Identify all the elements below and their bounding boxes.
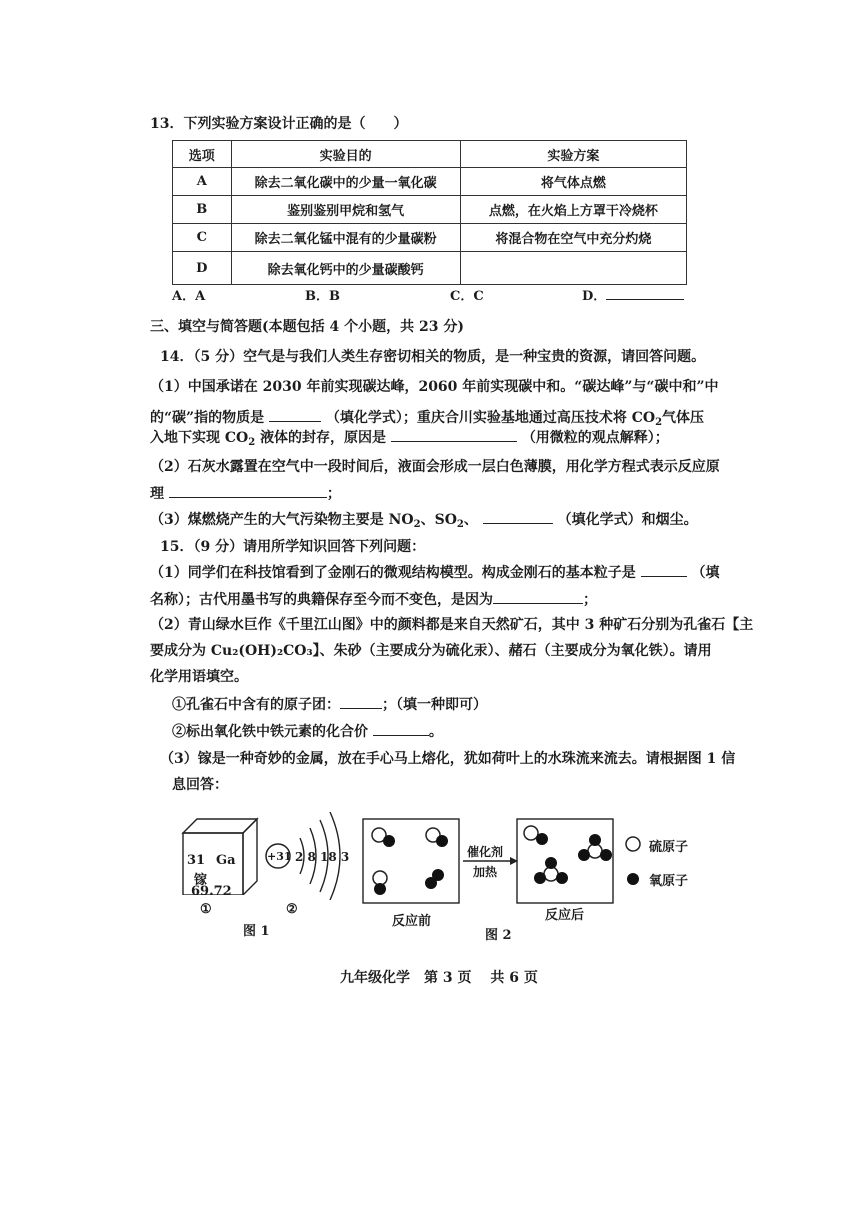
row-option: B	[173, 196, 232, 224]
text: 。	[428, 724, 443, 740]
table-row	[173, 224, 687, 252]
text: ②标出氧化铁中铁元素的化合价	[172, 724, 368, 740]
answer-blank[interactable]	[269, 407, 321, 422]
answer-blank[interactable]	[606, 285, 684, 300]
choice-d-label: D．	[582, 289, 607, 304]
molecule-so3	[578, 834, 612, 861]
q15-p1-line1	[150, 562, 720, 583]
row-goal: 除去二氧化碳中的少量一氧化碳	[231, 168, 460, 196]
row-option: C	[173, 224, 232, 252]
row-goal: 鉴别鉴别甲烷和氢气	[231, 196, 460, 224]
text: 名称）；古代用墨书写的典籍保存至今而不变色，是因为	[150, 592, 493, 608]
molecule-o2	[425, 869, 444, 889]
answer-blank[interactable]	[483, 509, 553, 524]
fig1-label-2: ②	[286, 902, 298, 917]
fig1-label-1: ①	[200, 902, 212, 917]
row-goal: 除去氧化钙中的少量碳酸钙	[231, 252, 460, 285]
before-label: 反应前	[392, 914, 432, 929]
text: （用微粒的观点解释）；	[521, 430, 669, 446]
table-row	[173, 168, 687, 196]
molecule-so	[426, 828, 448, 847]
answer-blank[interactable]	[169, 483, 327, 498]
table-header-row	[173, 141, 687, 168]
q14-intro: 14．（5 分）空气是与我们人类生存密切相关的物质，是一种宝贵的资源，请回答问题。	[160, 349, 706, 365]
q14-p2-line1: （2）石灰水露置在空气中一段时间后，液面会形成一层白色薄膜，用化学方程式表示反应原	[150, 459, 720, 475]
text: 的“碳”指的物质是	[150, 410, 265, 426]
row-plan	[460, 252, 686, 285]
legend-markers	[622, 833, 644, 889]
molecule-so	[372, 828, 395, 847]
q13-table	[172, 140, 687, 285]
fig1-caption: 图 1	[243, 924, 270, 939]
oxygen-atom-icon	[627, 873, 639, 885]
legend-oxygen: 氧原子	[649, 874, 689, 889]
text: （填化学式）；重庆合川实验基地通过高压技术将 CO	[325, 410, 656, 426]
element-symbol: Ga	[216, 853, 236, 868]
fig2-caption: 图 2	[485, 928, 512, 943]
atomic-number: 31	[187, 853, 206, 868]
q15-p3-line1: （3）镓是一种奇妙的金属，放在手心马上熔化，犹如荷叶上的水珠流来流去。请根据图 1 信	[160, 751, 736, 767]
answer-blank[interactable]	[340, 694, 382, 709]
text: 理	[150, 486, 164, 502]
text: 入地下实现 CO	[150, 430, 249, 446]
molecule-so	[373, 871, 387, 895]
text: （1）同学们在科技馆看到了金刚石的微观结构模型。构成金刚石的基本粒子是	[150, 565, 636, 581]
choice-a: A．A	[172, 289, 206, 304]
molecule-so3	[534, 857, 568, 884]
text: 、SO	[420, 512, 457, 528]
row-plan: 将气体点燃	[460, 168, 686, 196]
choice-b: B．B	[305, 289, 340, 304]
q15-intro: 15．（9 分）请用所学知识回答下列问题：	[160, 539, 426, 555]
q15-p2-line2: 要成分为 Cu₂(OH)₂CO₃】、朱砂（主要成分为硫化汞）、赭石（主要成分为氧化铁）。请用	[150, 643, 712, 659]
text: 气体压	[662, 410, 705, 426]
electron-shells: 2 8 18 3	[295, 850, 350, 864]
element-name: 镓	[194, 873, 208, 888]
section-heading: 三、填空与简答题(本题包括 4 个小题，共 23 分)	[150, 319, 464, 335]
text: ；	[326, 486, 341, 502]
q15-p2-line3: 化学用语填空。	[150, 669, 248, 685]
q15-p1-line2	[150, 589, 597, 610]
row-option: D	[173, 252, 232, 285]
q14-p2-line2	[150, 483, 341, 504]
q13-stem: 13．下列实验方案设计正确的是（ ）	[150, 116, 408, 132]
answer-blank[interactable]	[641, 562, 687, 577]
page-footer: 九年级化学 第 3 页 共 6 页	[340, 970, 538, 986]
q15-sub1	[172, 694, 487, 715]
table-row	[173, 196, 687, 224]
answer-blank[interactable]	[493, 589, 583, 604]
answer-blank[interactable]	[391, 427, 517, 442]
text: （3）煤燃烧产生的大气污染物主要是 NO	[150, 512, 414, 528]
text: ；	[583, 592, 597, 608]
header-goal: 实验目的	[231, 141, 460, 168]
table-row	[173, 252, 687, 285]
after-label: 反应后	[545, 908, 585, 923]
text: 液体的封存，原因是	[260, 430, 387, 446]
row-plan: 点燃，在火焰上方罩干冷烧杯	[460, 196, 686, 224]
text: ；（填一种即可）	[382, 697, 487, 713]
q15-p3-line2: 息回答：	[172, 777, 228, 793]
nucleus-charge: +31	[267, 850, 292, 863]
choice-d	[582, 285, 684, 304]
text: 、	[463, 512, 478, 528]
q14-p1-line1: （1）中国承诺在 2030 年前实现碳达峰，2060 年前实现碳中和。“碳达峰”与“碳中和”中	[150, 379, 719, 395]
q15-sub2	[172, 721, 443, 742]
q14-p3: （3）煤燃烧产生的大气污染物主要是 $NO_2$、$SO_2$、 （填化学式）和烟尘。	[150, 509, 698, 535]
legend-sulfur: 硫原子	[649, 840, 689, 855]
row-option: A	[173, 168, 232, 196]
text: ①孔雀石中含有的原子团：	[172, 697, 340, 713]
row-plan: 将混合物在空气中充分灼烧	[460, 224, 686, 252]
text: （填	[691, 565, 720, 581]
answer-blank[interactable]	[373, 721, 429, 736]
header-plan: 实验方案	[460, 141, 686, 168]
q14-p1-line3: 入地下实现 $CO_2$ 液体的封存，原因是 （用微粒的观点解释）；	[150, 427, 669, 453]
q15-p2-line1: （2）青山绿水巨作《千里江山图》中的颜料都是来自天然矿石，其中 3 种矿石分别为孔雀石【主	[150, 617, 754, 633]
sulfur-atom-icon	[626, 837, 640, 851]
atomic-mass: 69.72	[191, 884, 232, 899]
molecule-so	[524, 826, 548, 845]
text: （填化学式）和烟尘。	[557, 512, 698, 528]
row-goal: 除去二氧化锰中混有的少量碳粉	[231, 224, 460, 252]
q14-p1-line2: 的“碳”指的物质是 （填化学式）；重庆合川实验基地通过高压技术将 $CO_2$气体压	[150, 407, 704, 433]
choice-c: C．C	[450, 289, 484, 304]
header-option: 选项	[173, 141, 232, 168]
reaction-condition-heat: 加热	[473, 865, 498, 879]
reaction-condition-catalyst: 催化剂	[467, 845, 504, 859]
